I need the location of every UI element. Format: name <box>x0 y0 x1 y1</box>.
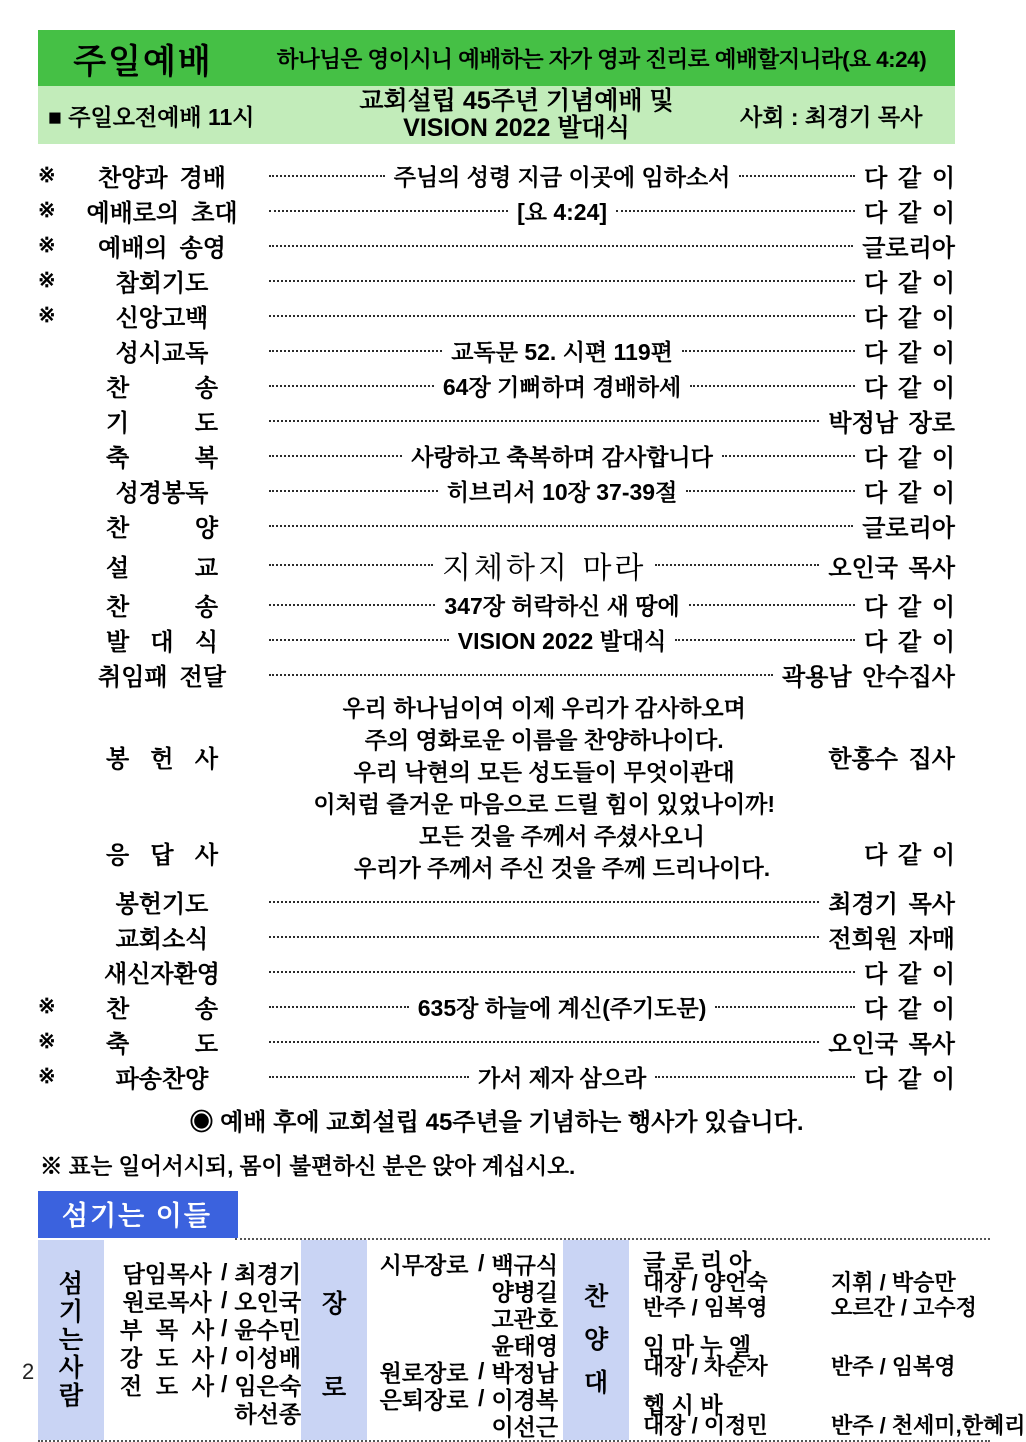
role-label <box>120 1368 214 1401</box>
order-row <box>38 193 955 228</box>
order-row <box>38 657 955 692</box>
role-word: 강 <box>120 1344 143 1371</box>
table-row <box>120 1286 301 1314</box>
row-label-text <box>106 263 218 298</box>
order-row <box>38 473 955 508</box>
order-row <box>38 543 955 587</box>
row-label-text <box>106 884 218 919</box>
row-label <box>64 622 260 657</box>
row-label-text <box>106 548 218 583</box>
person-name: 이경복 <box>491 1387 559 1413</box>
person-name: 박정남 <box>491 1360 559 1386</box>
order-row <box>38 820 955 884</box>
center-line: 모든 것을 주께서 주셨사오니 <box>419 823 705 849</box>
label-word: 대 <box>150 629 174 656</box>
choir-name: 글 로 리 아 <box>643 1249 752 1275</box>
row-center-text: 64장 기뻐하며 경배하세 <box>442 374 682 400</box>
service-title <box>293 88 740 142</box>
dotted-leader <box>269 525 853 527</box>
choir-staff-pair: 대장 / 양언숙 <box>643 1270 768 1295</box>
dotted-leader <box>655 564 819 566</box>
order-row <box>38 1024 955 1059</box>
header-char: 장 <box>321 1290 347 1318</box>
row-label-text <box>106 622 218 657</box>
table-row <box>120 1398 301 1426</box>
label-word: 봉 <box>106 745 130 773</box>
role-word: 도 <box>155 1372 179 1399</box>
row-right-value: 다 같 이 <box>864 200 956 227</box>
row-label <box>64 835 260 870</box>
row-label <box>64 954 260 989</box>
row-right-value: 다 같 이 <box>864 480 956 507</box>
row-label-text <box>106 368 218 403</box>
row-right-value: 다 같 이 <box>864 305 955 332</box>
label-word: 교회소식 <box>115 926 209 953</box>
label-word: 봉헌기도 <box>115 891 209 918</box>
label-word: 찬 <box>106 996 130 1023</box>
person-name: 윤태영 <box>491 1333 559 1359</box>
row-right-value: 다 같 이 <box>864 594 955 621</box>
label-word: 복 <box>194 445 218 472</box>
dotted-leader <box>269 901 819 903</box>
dotted-leader <box>269 971 855 973</box>
label-word: 송 <box>194 594 218 621</box>
role-name-separator: / <box>221 1286 228 1313</box>
choir-staff-pair: 반주 / 임복영 <box>643 1295 768 1320</box>
table-row <box>120 1342 301 1370</box>
row-label-text <box>106 1024 218 1059</box>
role-word: 원로목사 <box>122 1288 212 1315</box>
table-row <box>377 1277 563 1304</box>
row-label-text <box>98 228 226 263</box>
order-row <box>38 622 955 657</box>
row-center-text: 347장 허락하신 새 땅에 <box>444 593 680 619</box>
label-word: 신앙고백 <box>115 305 209 332</box>
choir-staff-row <box>643 1412 1025 1437</box>
person-name: 오인국 <box>234 1288 302 1315</box>
choir-group <box>643 1244 1025 1319</box>
row-right-value: 전희원 자매 <box>828 926 955 953</box>
row-right-value: 다 같 이 <box>864 961 955 988</box>
dotted-leader <box>269 210 508 212</box>
order-row <box>38 884 955 919</box>
subheader-band <box>38 86 955 144</box>
row-right-value: 다 같 이 <box>864 270 955 297</box>
person-name: 양병길 <box>491 1279 559 1305</box>
label-word: 헌 <box>150 745 174 773</box>
row-right-value: 글로리아 <box>862 235 955 262</box>
row-right-value: 다 같 이 <box>864 841 955 869</box>
person-name: 이성배 <box>234 1344 302 1371</box>
order-row <box>38 587 955 622</box>
dotted-leader <box>690 385 855 387</box>
role-word: 부 <box>120 1316 143 1343</box>
event-notice: ◉ 예배 후에 교회설립 45주년을 기념하는 행사가 있습니다. <box>189 1109 804 1136</box>
dotted-leader <box>269 420 819 422</box>
table-row <box>377 1358 563 1385</box>
person-name: 고관호 <box>491 1306 559 1332</box>
row-label-text <box>106 989 218 1024</box>
order-row <box>38 438 955 473</box>
dotted-leader <box>269 674 773 676</box>
dotted-leader <box>269 1041 819 1043</box>
role-name-separator: / <box>478 1250 485 1276</box>
row-center-text: 가서 제자 삼으라 <box>477 1065 647 1091</box>
order-row <box>38 263 955 298</box>
label-word: 전달 <box>179 664 226 691</box>
label-word: 성시교독 <box>115 340 209 367</box>
row-right-value: 박정남 장로 <box>828 410 955 437</box>
header-char: 로 <box>321 1374 347 1402</box>
row-label <box>64 228 260 263</box>
servants-table <box>38 1238 1026 1442</box>
label-word: 취임패 <box>98 664 168 691</box>
standing-note: ※ 표는 일어서시되, 몸이 불편하신 분은 앉아 계십시오. <box>40 1154 576 1179</box>
center-line: 이처럼 즐거운 마음으로 드릴 힘이 있었나이까! <box>313 791 776 817</box>
role-word: 시무장로 <box>379 1252 469 1278</box>
order-row <box>38 158 955 193</box>
dotted-leader <box>269 455 402 457</box>
role-label <box>377 1247 471 1280</box>
dotted-leader <box>616 210 855 212</box>
label-word: 발 <box>106 629 130 656</box>
service-title-line1: 교회설립 45주년 기념예배 및 <box>359 87 674 115</box>
role-name-separator: / <box>478 1385 485 1411</box>
row-right-value: 다 같 이 <box>864 1066 956 1093</box>
row-label-text <box>98 158 226 193</box>
row-label-text <box>106 919 218 954</box>
table-row <box>120 1314 301 1342</box>
table-row <box>377 1385 563 1412</box>
label-word: 예배로의 <box>86 200 180 227</box>
order-row <box>38 368 955 403</box>
row-center-lines <box>260 820 864 884</box>
person-name: 윤수민 <box>234 1316 302 1343</box>
row-label <box>64 193 260 228</box>
choir-group <box>643 1387 1025 1437</box>
role-name-separator: / <box>221 1258 228 1285</box>
row-right-value: 오인국 목사 <box>828 554 956 582</box>
row-label <box>64 1024 260 1059</box>
row-center-text: 635장 하늘에 계신(주기도문) <box>417 995 707 1021</box>
row-label-text <box>104 954 220 989</box>
dotted-leader <box>686 490 855 492</box>
dotted-leader <box>269 604 435 606</box>
row-label <box>64 263 260 298</box>
order-row <box>38 333 955 368</box>
dotted-leader <box>689 604 855 606</box>
row-label-text <box>106 835 218 870</box>
row-right-value: 다 같 이 <box>864 996 956 1023</box>
row-label-text <box>106 508 218 543</box>
center-line: 우리 하나님이여 이제 우리가 감사하오며 <box>342 695 746 721</box>
row-center-text: 교독문 52. 시편 119편 <box>451 339 673 365</box>
label-word: 경배 <box>179 165 226 192</box>
dotted-leader <box>269 490 438 492</box>
page-title: 주일예배 <box>73 42 213 81</box>
choir-staff-pair: 반주 / 임복영 <box>831 1354 956 1379</box>
row-marker: ※ <box>38 199 56 222</box>
header-char: 대 <box>583 1368 609 1397</box>
label-word: 기 <box>106 410 130 437</box>
label-word: 축 <box>106 1031 130 1058</box>
row-label-text <box>106 1059 218 1094</box>
header-char: 사 <box>58 1354 84 1382</box>
dotted-leader <box>269 564 433 566</box>
row-label <box>64 989 260 1024</box>
header-char: 양 <box>583 1325 609 1354</box>
row-right-value: 다 같 이 <box>864 340 956 367</box>
row-center-text: VISION 2022 발대식 <box>457 628 667 654</box>
row-label-text <box>106 473 218 508</box>
role-word: 도 <box>155 1344 179 1371</box>
choir-staff-pair: 대장 / 이정민 <box>643 1413 768 1438</box>
label-word: 응 <box>106 841 130 869</box>
row-marker: ※ <box>38 269 56 292</box>
row-center-text: 지체하지 마라 <box>442 551 647 586</box>
table-row <box>377 1412 563 1439</box>
choir-staff-row <box>643 1294 1025 1319</box>
dotted-leader <box>269 1006 409 1008</box>
label-word: 찬 <box>106 515 130 542</box>
order-row <box>38 298 955 333</box>
row-center-text: 주님의 성령 지금 이곳에 임하소서 <box>393 164 731 190</box>
row-label <box>64 368 260 403</box>
role-word: 은퇴장로 <box>379 1387 469 1413</box>
role-word: 담임목사 <box>122 1260 212 1287</box>
role-word: 사 <box>191 1344 214 1371</box>
header-verse: 하나님은 영이시니 예배하는 자가 영과 진리로 예배할지니라(요 4:24) <box>276 47 927 72</box>
role-name-separator: / <box>478 1358 485 1384</box>
choir-name: 헵 시 바 <box>643 1392 723 1418</box>
order-row <box>38 989 955 1024</box>
row-label <box>64 548 260 583</box>
table-row <box>377 1250 563 1277</box>
role-name-separator: / <box>221 1314 228 1341</box>
dotted-leader <box>675 639 855 641</box>
label-word: 찬양과 <box>98 165 168 192</box>
row-label <box>64 403 260 438</box>
column-header-choir <box>563 1240 629 1440</box>
label-word: 양 <box>194 515 218 542</box>
order-row <box>38 692 955 820</box>
label-word: 설 <box>106 554 130 582</box>
row-marker: ※ <box>38 1030 56 1053</box>
label-word: 새신자환영 <box>104 961 220 988</box>
dotted-leader <box>269 639 449 641</box>
dotted-leader <box>269 175 385 177</box>
header-char: 람 <box>58 1382 84 1410</box>
order-row <box>38 919 955 954</box>
row-marker: ※ <box>38 304 56 327</box>
person-name: 이선근 <box>491 1414 559 1440</box>
label-word: 파송찬양 <box>115 1066 209 1093</box>
choir-staff-pair: 대장 / 차순자 <box>643 1354 768 1379</box>
label-word: 사 <box>194 745 218 773</box>
label-word: 답 <box>150 841 174 869</box>
row-label <box>64 884 260 919</box>
label-word: 식 <box>194 629 218 656</box>
role-word: 원로장로 <box>379 1360 469 1386</box>
dotted-leader <box>269 315 855 317</box>
dotted-leader <box>269 1076 469 1078</box>
label-word: 송 <box>194 996 218 1023</box>
dotted-leader <box>682 350 855 352</box>
choir-staff-pair: 반주 / 천세미,한혜리 <box>831 1413 1026 1438</box>
row-right-value: 최경기 목사 <box>828 891 955 918</box>
worship-order-list <box>38 158 955 1094</box>
row-label <box>64 739 260 774</box>
label-word: 초대 <box>191 200 238 227</box>
column-elders <box>367 1240 563 1440</box>
row-label-text <box>106 298 218 333</box>
dotted-leader <box>722 455 855 457</box>
row-right-value: 글로리아 <box>862 515 955 542</box>
label-word: 축 <box>106 445 130 472</box>
row-right-value: 오인국 목사 <box>828 1031 955 1058</box>
person-name: 백규식 <box>491 1252 559 1278</box>
column-header-elders <box>301 1240 367 1440</box>
row-right-value: 다 같 이 <box>864 375 955 402</box>
dotted-leader <box>269 350 442 352</box>
person-name: 최경기 <box>234 1260 302 1287</box>
order-row <box>38 1059 955 1094</box>
row-label <box>64 473 260 508</box>
dotted-leader <box>739 175 855 177</box>
row-right-value: 한홍수 집사 <box>828 745 955 773</box>
column-choirs <box>629 1240 1025 1440</box>
label-word: 찬 <box>106 594 130 621</box>
dotted-leader <box>269 385 434 387</box>
role-word: 사 <box>191 1316 214 1343</box>
row-center-lines <box>260 692 828 820</box>
column-header-people <box>38 1240 104 1440</box>
servants-section-title: 섬기는 이들 <box>38 1191 238 1238</box>
table-row <box>120 1258 301 1286</box>
service-title-line2: VISION 2022 발대식 <box>403 114 630 142</box>
column-people <box>104 1240 301 1440</box>
row-label-text <box>98 657 226 692</box>
row-center-text: [요 4:24] <box>517 199 608 225</box>
dotted-leader <box>269 245 853 247</box>
role-label <box>377 1382 471 1415</box>
person-name: 임은숙 <box>234 1372 302 1399</box>
order-row <box>38 228 955 263</box>
label-word: 도 <box>194 410 218 437</box>
row-label <box>64 1059 260 1094</box>
row-marker: ※ <box>38 164 56 187</box>
header-char: 기 <box>58 1298 84 1326</box>
dotted-leader <box>715 1006 855 1008</box>
service-time-label: ■ 주일오전예배 11시 <box>48 103 255 130</box>
role-word: 전 <box>120 1372 143 1399</box>
header-char: 섬 <box>58 1270 84 1298</box>
row-label <box>64 333 260 368</box>
choir-staff-pair: 지휘 / 박승만 <box>831 1270 956 1295</box>
center-line: 우리가 주께서 주신 것을 주께 드리나이다. <box>354 855 771 881</box>
presider-label: 사회 : 최경기 목사 <box>740 103 923 130</box>
choir-group <box>643 1328 1025 1378</box>
row-label <box>64 298 260 333</box>
table-row <box>377 1304 563 1331</box>
row-center-text: 사랑하고 축복하며 감사합니다 <box>411 444 713 470</box>
choir-staff-pair: 오르간 / 고수정 <box>831 1295 977 1320</box>
row-label-text <box>106 739 218 774</box>
row-right-value: 다 같 이 <box>864 629 956 656</box>
table-row <box>120 1370 301 1398</box>
row-label-text <box>106 403 218 438</box>
header-band <box>38 30 955 86</box>
row-label-text <box>106 587 218 622</box>
label-word: 참회기도 <box>115 270 209 297</box>
row-right-value: 곽용남 안수집사 <box>782 664 955 691</box>
row-right-value: 다 같 이 <box>864 165 956 192</box>
table-row <box>377 1331 563 1358</box>
dotted-leader <box>269 936 819 938</box>
label-word: 송영 <box>179 235 226 262</box>
label-word: 도 <box>194 1031 218 1058</box>
choir-name: 임 마 누 엘 <box>643 1333 752 1359</box>
row-label <box>64 587 260 622</box>
row-label <box>64 657 260 692</box>
servants-table-body <box>38 1240 1026 1442</box>
page-number: 2 <box>22 1359 35 1384</box>
row-right-value: 다 같 이 <box>864 445 956 472</box>
order-row <box>38 954 955 989</box>
row-marker: ※ <box>38 1065 56 1088</box>
label-word: 예배의 <box>98 235 168 262</box>
row-label <box>64 508 260 543</box>
label-word: 찬 <box>106 375 130 402</box>
center-line: 우리 낙현의 모든 성도들이 무엇이관대 <box>353 759 735 785</box>
person-name: 하선종 <box>234 1400 302 1427</box>
row-marker: ※ <box>38 995 56 1018</box>
label-word: 교 <box>194 554 218 582</box>
choir-staff-row <box>643 1353 1025 1378</box>
order-row <box>38 508 955 543</box>
header-char: 는 <box>58 1326 84 1354</box>
label-word: 성경봉독 <box>115 480 209 507</box>
row-label-text <box>86 193 237 228</box>
row-marker: ※ <box>38 234 56 257</box>
row-label-text <box>106 333 218 368</box>
row-label-text <box>106 438 218 473</box>
row-label <box>64 438 260 473</box>
center-line: 주의 영화로운 이름을 찬양하나이다. <box>364 727 724 753</box>
header-char: 찬 <box>583 1282 609 1311</box>
label-word: 송 <box>194 375 218 402</box>
role-name-separator: / <box>221 1342 228 1369</box>
row-label <box>64 919 260 954</box>
label-word: 사 <box>194 841 218 869</box>
dotted-leader <box>655 1076 855 1078</box>
dotted-leader <box>269 280 855 282</box>
role-word: 사 <box>191 1372 214 1399</box>
row-center-text: 히브리서 10장 37-39절 <box>446 479 678 505</box>
row-label <box>64 158 260 193</box>
role-word: 목 <box>155 1316 179 1343</box>
order-row <box>38 403 955 438</box>
role-name-separator: / <box>221 1370 228 1397</box>
